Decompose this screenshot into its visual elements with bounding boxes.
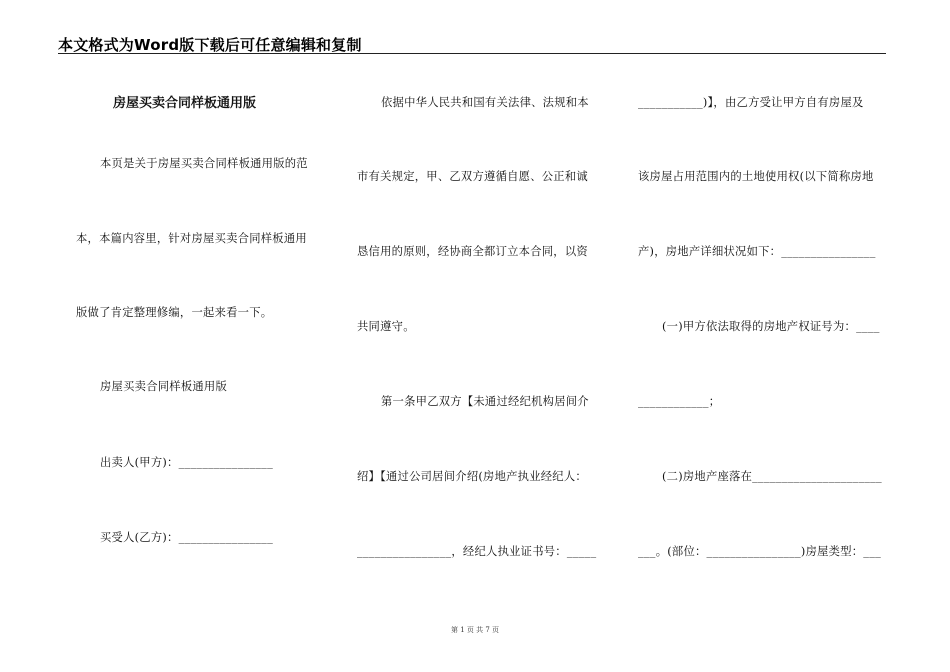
page-indicator: 第 1 页 共 7 页 bbox=[450, 626, 500, 634]
paragraph-line: 共同遵守。 bbox=[357, 320, 415, 333]
paragraph-line: 市有关规定，甲、乙双方遵循自愿、公正和诚 bbox=[357, 170, 588, 183]
certificate-number-field: (一)甲方依法取得的房地产权证号为：____ bbox=[662, 320, 880, 333]
contract-name-line: 房屋买卖合同样板通用版 bbox=[100, 380, 228, 393]
paragraph-line: 本页是关于房屋买卖合同样板通用版的范 bbox=[100, 157, 308, 170]
paragraph-line: 版做了肯定整理修编，一起来看一下。 bbox=[76, 306, 273, 319]
agent-license-field: ________________，经纪人执业证书号：_____ bbox=[357, 545, 597, 558]
paragraph-line: 依据中华人民共和国有关法律、法规和本 bbox=[381, 96, 589, 109]
paragraph-line: ____________； bbox=[638, 395, 721, 408]
property-location-field: (二)房地产座落在______________________ bbox=[662, 470, 882, 483]
paragraph-line: ___________)】，由乙方受让甲方自有房屋及 bbox=[638, 96, 864, 109]
seller-field: 出卖人(甲方)：________________ bbox=[100, 456, 273, 469]
paragraph-line: 恳信用的原则，经协商全都订立本合同，以资 bbox=[357, 245, 588, 258]
paragraph-line: 绍】【通过公司居间介绍(房地产执业经纪人： bbox=[357, 470, 587, 483]
paragraph-line: 本，本篇内容里，针对房屋买卖合同样板通用 bbox=[76, 232, 307, 245]
buyer-field: 买受人(乙方)：________________ bbox=[100, 531, 273, 544]
header-divider bbox=[58, 53, 886, 54]
download-banner: 本文格式为Word版下载后可任意编辑和复制 bbox=[58, 36, 362, 54]
paragraph-line: 该房屋占用范围内的土地使用权(以下简称房地 bbox=[638, 170, 874, 183]
property-type-field: ___。(部位：________________)房屋类型：___ bbox=[638, 545, 882, 558]
article-one-line: 第一条甲乙双方【未通过经纪机构居间介 bbox=[381, 395, 589, 408]
document-title: 房屋买卖合同样板通用版 bbox=[113, 96, 257, 111]
paragraph-line: 产)，房地产详细状况如下：________________ bbox=[638, 245, 876, 258]
